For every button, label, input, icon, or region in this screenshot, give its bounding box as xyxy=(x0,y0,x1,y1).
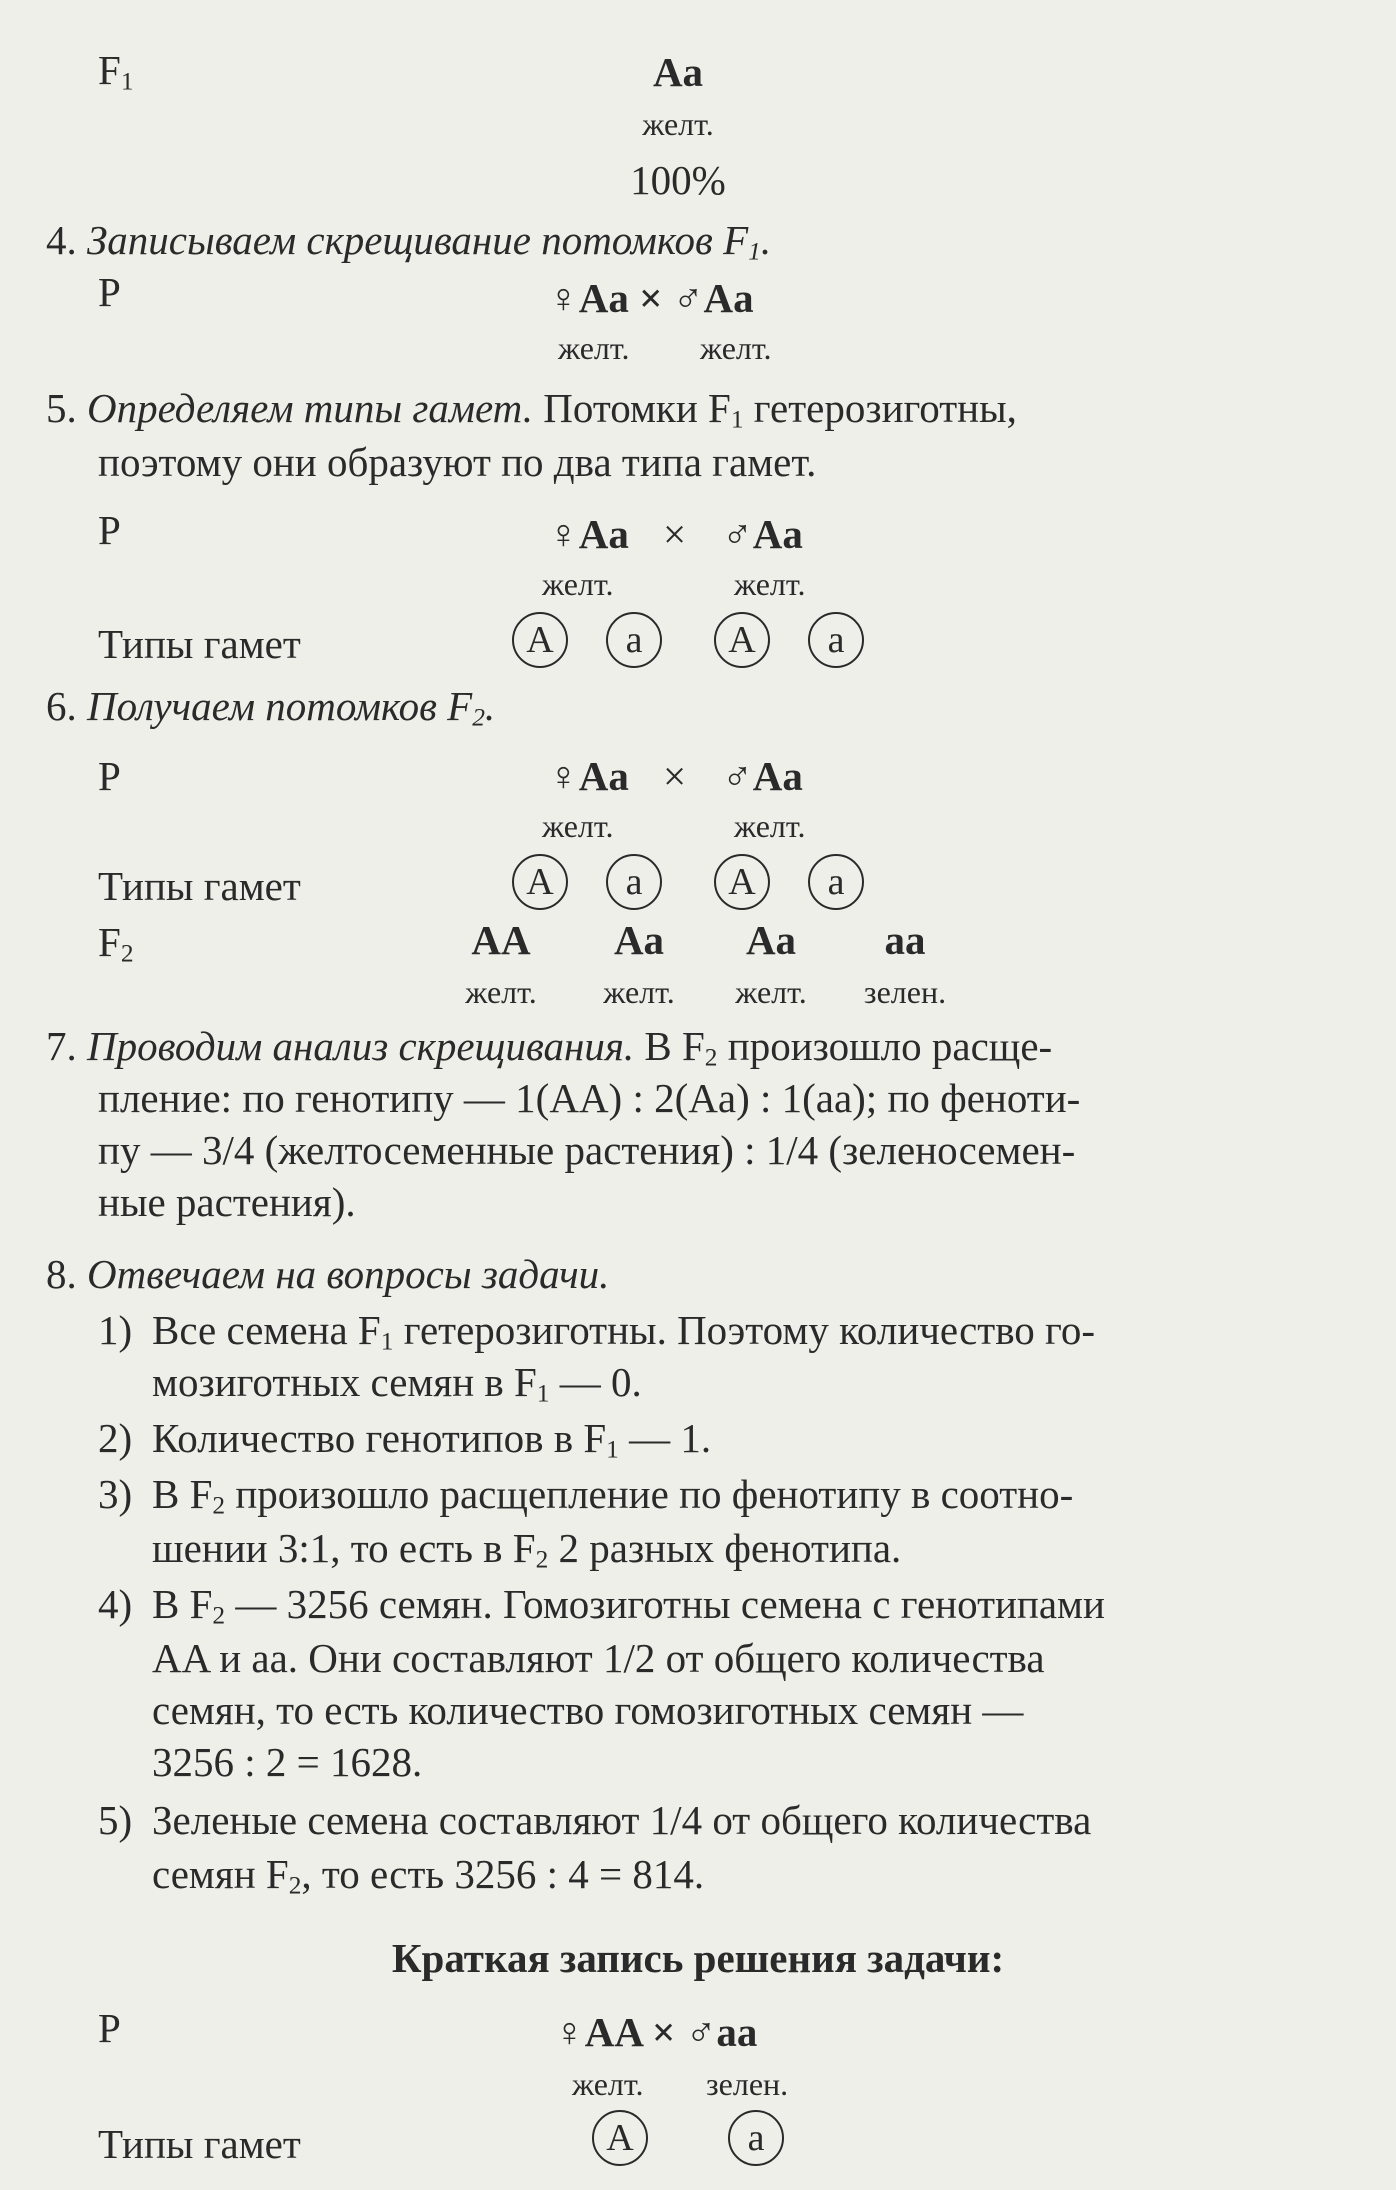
answer-3-number: 3) xyxy=(98,1471,133,1517)
step5-gamete: a xyxy=(606,612,662,668)
f1-percent: 100% xyxy=(630,157,726,203)
summary-phenotype-1: желт. xyxy=(572,2066,644,2102)
answer-1-line1: Все семена $F_1$ гетерозиготны. Поэтому количество го- xyxy=(152,1307,1096,1356)
f2-offspring-phenotype: желт. xyxy=(603,974,675,1010)
step5-gametes-label: Типы гамет xyxy=(98,621,301,667)
step5-line1: 5. Определяем типы гамет. Потомки $F_1$ гетерозиготны, xyxy=(46,385,1017,434)
step4-phenotype-2: желт. xyxy=(700,330,772,366)
step6-phenotype-2: желт. xyxy=(734,808,806,844)
answer-1-number: 1) xyxy=(98,1307,133,1353)
step6-p-label: P xyxy=(98,753,121,799)
step6-phenotype-1: желт. xyxy=(542,808,614,844)
f1-phenotype: желт. xyxy=(642,106,714,142)
step5-female: ♀Aa xyxy=(548,511,629,557)
step6-times: × xyxy=(663,753,687,799)
step4-p-label: P xyxy=(98,269,121,315)
summary-phenotype-2: зелен. xyxy=(706,2066,789,2102)
f2-offspring-genotype: Aa xyxy=(745,917,797,963)
summary-gametes-label: Типы гамет xyxy=(98,2121,301,2167)
answer-4-number: 4) xyxy=(98,1581,133,1627)
summary-gamete: a xyxy=(728,2110,784,2166)
step5-phenotype-1: желт. xyxy=(542,566,614,602)
step4-cross: ♀Aa × ♂Aa xyxy=(548,275,754,321)
f1-label: $F_1$ xyxy=(98,47,134,96)
step5-male: ♂Aa xyxy=(722,511,803,557)
summary-p-label: P xyxy=(98,2005,121,2051)
step6-male: ♂Aa xyxy=(722,753,803,799)
answer-4-line2: AA и aa. Они составляют 1/2 от общего количества xyxy=(152,1635,1045,1681)
answer-4-line4: 3256 : 2 = 1628. xyxy=(152,1739,423,1785)
answer-3-line1: В $F_2$ произошло расщепление по фенотипу в соотно- xyxy=(152,1471,1074,1520)
step8-heading: 8. Отвечаем на вопросы задачи. xyxy=(46,1251,610,1297)
f2-offspring-genotype: aa xyxy=(884,917,926,963)
answer-3-line2: шении 3:1, то есть в $F_2$ 2 разных фенотипа. xyxy=(152,1525,902,1574)
f2-offspring-genotype: AA xyxy=(471,917,531,963)
f2-offspring-phenotype: желт. xyxy=(465,974,537,1010)
answer-5-line1: Зеленые семена составляют 1/4 от общего количества xyxy=(152,1797,1092,1843)
f1-genotype: Aa xyxy=(652,49,704,95)
answer-2-text: Количество генотипов в $F_1$ — 1. xyxy=(152,1415,712,1464)
step7-line4: ные растения). xyxy=(98,1179,356,1225)
answer-5-number: 5) xyxy=(98,1797,133,1843)
step6-female: ♀Aa xyxy=(548,753,629,799)
step5-gamete: A xyxy=(714,612,770,668)
summary-cross: ♀AA × ♂aa xyxy=(554,2009,758,2055)
step6-gamete: A xyxy=(714,854,770,910)
f2-label: $F_2$ xyxy=(98,919,134,968)
f2-offspring-genotype: Aa xyxy=(613,917,665,963)
answer-4-line3: семян, то есть количество гомозиготных семян — xyxy=(152,1687,1024,1733)
step5-phenotype-2: желт. xyxy=(734,566,806,602)
step6-gamete: a xyxy=(808,854,864,910)
f2-offspring-phenotype: желт. xyxy=(735,974,807,1010)
step6-heading: 6. Получаем потомков $F_2$. xyxy=(46,683,496,732)
answer-2-number: 2) xyxy=(98,1415,133,1461)
step7-line1: 7. Проводим анализ скрещивания. В $F_2$ произошло расще- xyxy=(46,1023,1053,1072)
step6-gamete: A xyxy=(512,854,568,910)
step5-gamete: A xyxy=(512,612,568,668)
step5-p-label: P xyxy=(98,507,121,553)
step5-times: × xyxy=(663,511,687,557)
summary-heading: Краткая запись решения задачи: xyxy=(391,1935,1005,1981)
f2-offspring-phenotype: зелен. xyxy=(863,974,947,1010)
step5-gamete: a xyxy=(808,612,864,668)
step4-phenotype-1: желт. xyxy=(558,330,630,366)
step6-gametes-label: Типы гамет xyxy=(98,863,301,909)
step7-line2: пление: по генотипу — 1(AA) : 2(Aa) : 1(aa); по феноти- xyxy=(98,1075,1081,1121)
step4-heading: 4. Записываем скрещивание потомков $F_1$. xyxy=(46,217,772,266)
answer-1-line2: мозиготных семян в $F_1$ — 0. xyxy=(152,1359,642,1408)
step7-line3: пу — 3/4 (желтосеменные растения) : 1/4 (зеленосемен- xyxy=(98,1127,1076,1173)
step5-line2: поэтому они образуют по два типа гамет. xyxy=(98,439,817,485)
answer-4-line1: В $F_2$ — 3256 семян. Гомозиготны семена с генотипами xyxy=(152,1581,1105,1630)
step6-gamete: a xyxy=(606,854,662,910)
answer-5-line2: семян $F_2$, то есть 3256 : 4 = 814. xyxy=(152,1851,705,1900)
summary-gamete: A xyxy=(592,2110,648,2166)
